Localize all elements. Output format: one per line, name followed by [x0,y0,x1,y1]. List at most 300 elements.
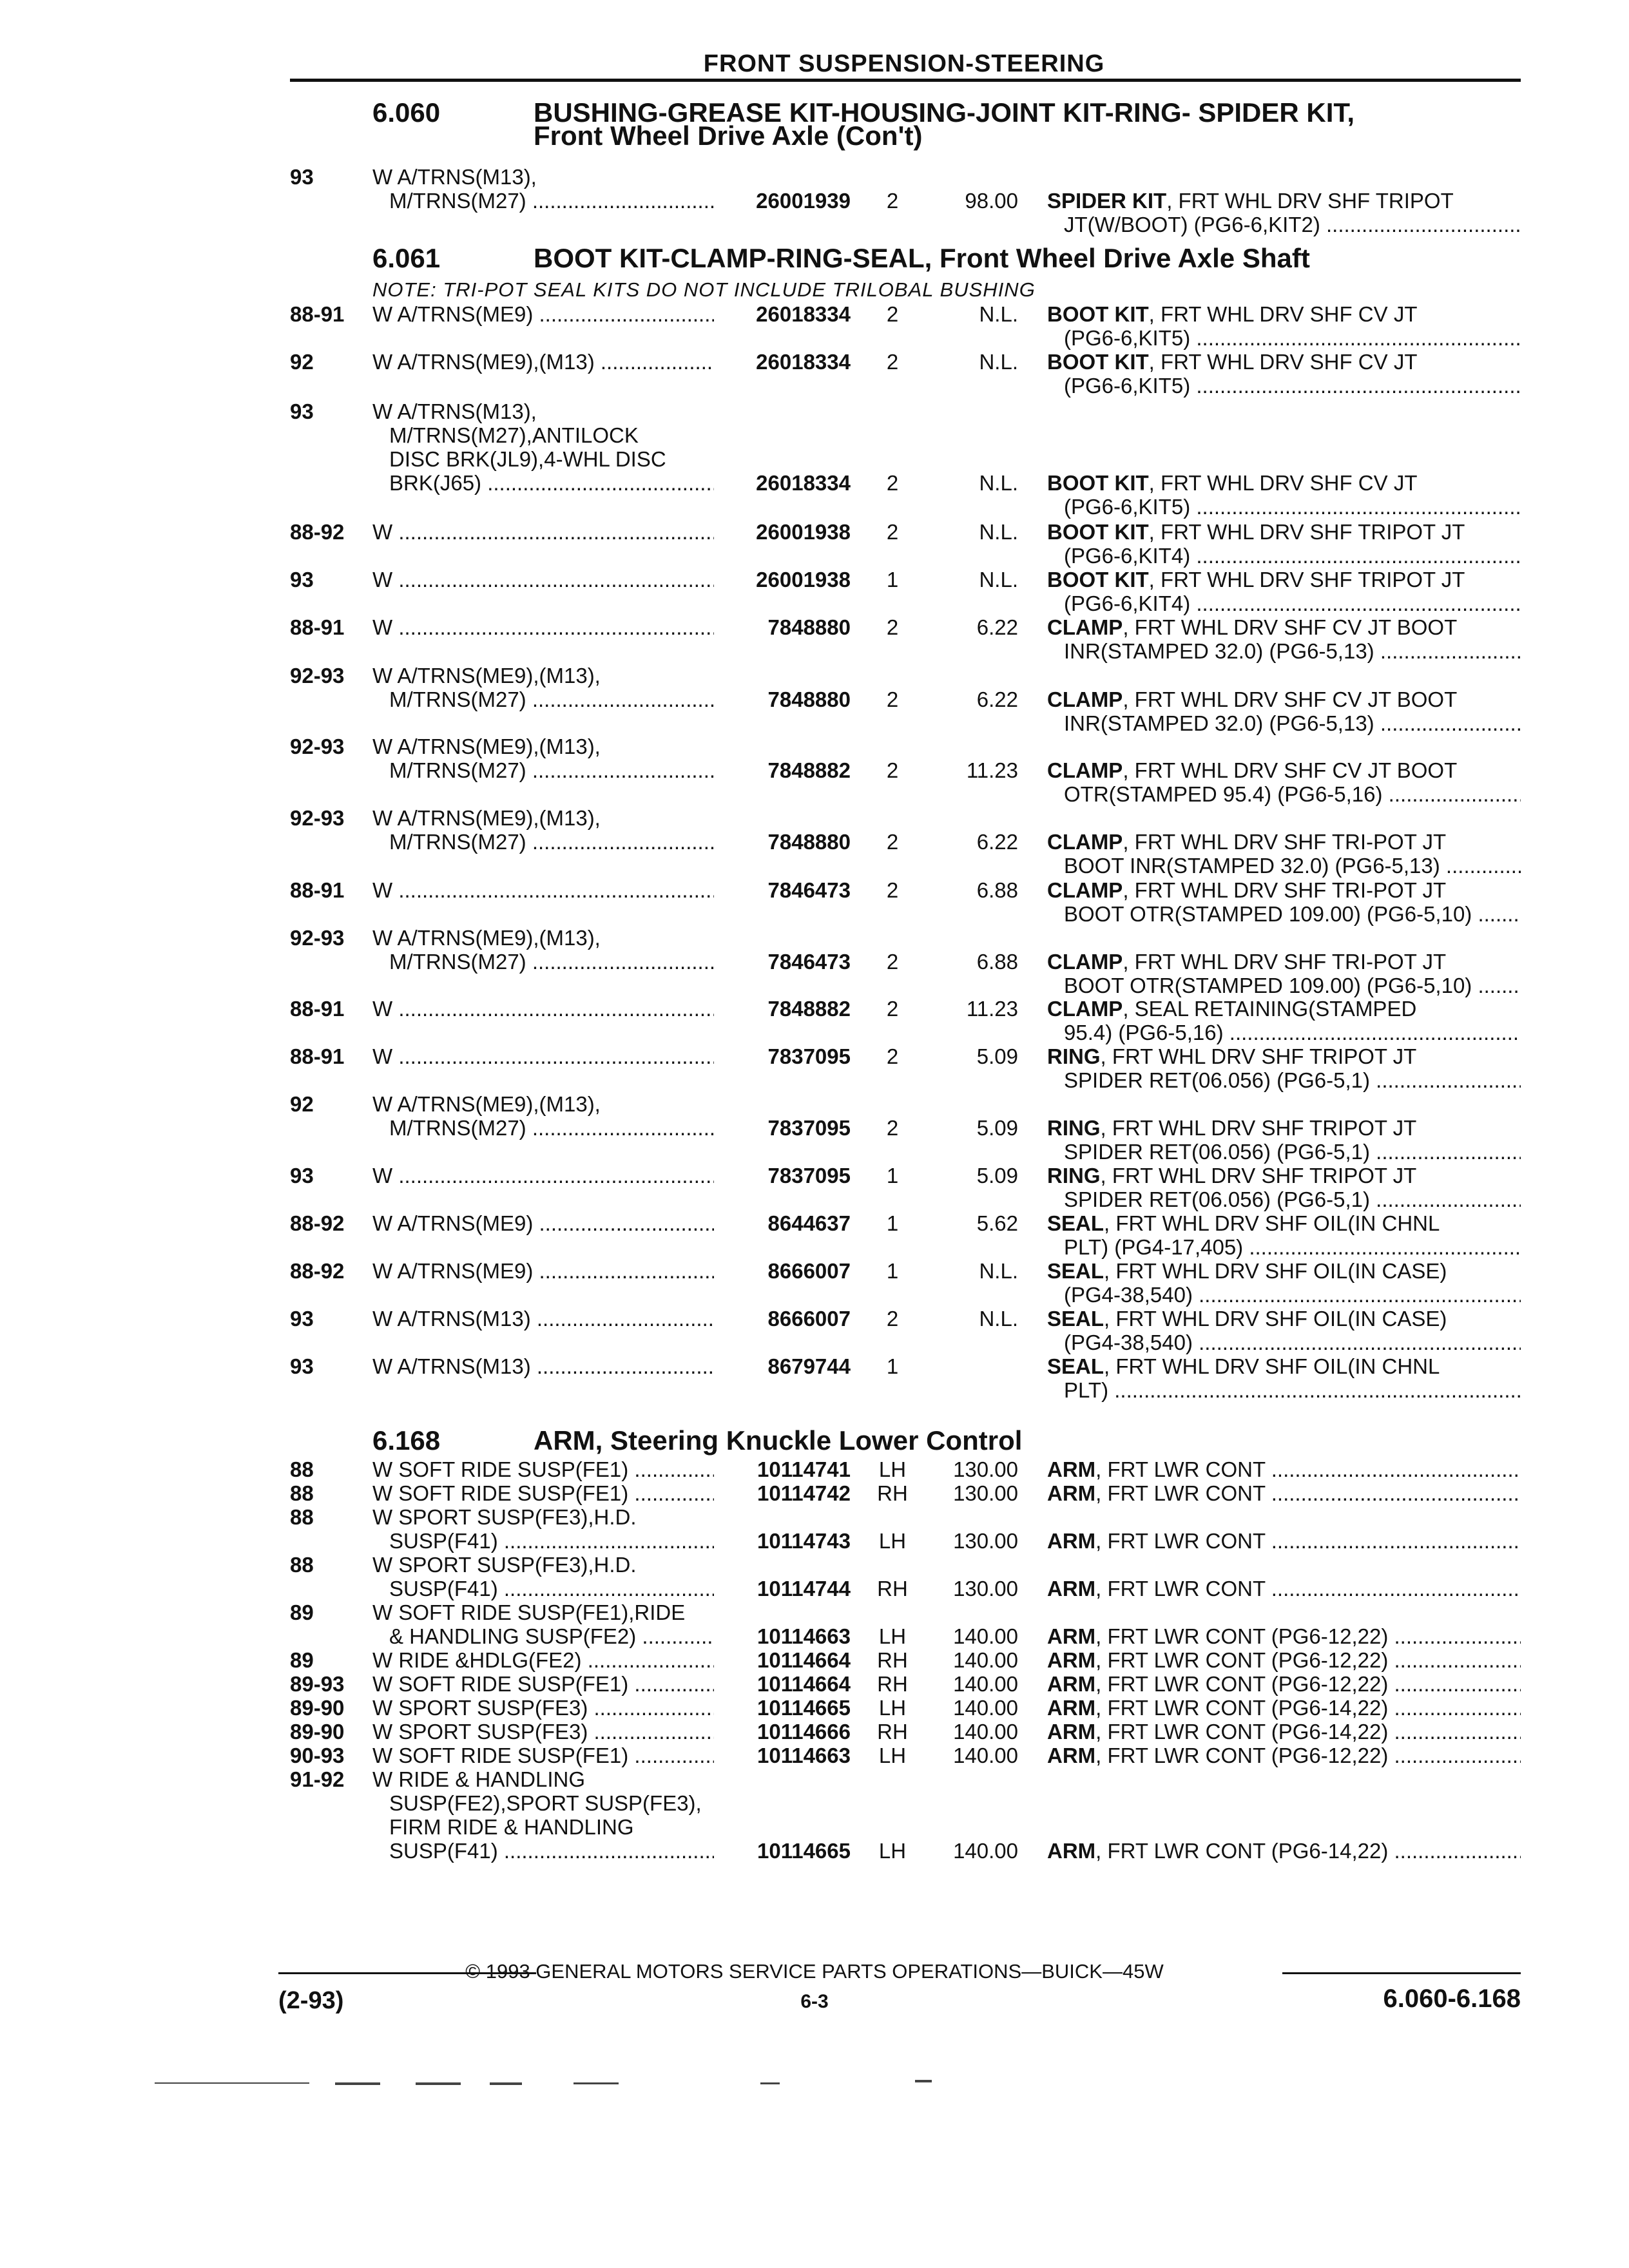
page-header: FRONT SUSPENSION-STEERING [703,50,1105,77]
part-name-rest: , FRT LWR CONT [1095,1457,1266,1481]
description-line: W ..... [372,878,714,902]
part-name-bold: ARM [1047,1720,1096,1744]
part-name-continued: BOOT OTR(STAMPED 109.00) (PG6-5,10) ..... [1047,974,1521,997]
part-name-bold: RING [1047,1164,1101,1187]
part-name-rest: , FRT WHL DRV SHF TRIPOT JT [1148,568,1465,591]
description-line: W A/TRNS(M13), [372,399,537,423]
quantity: 2 [886,1116,899,1140]
quantity: RH [877,1672,908,1696]
model-year: 89-90 [290,1720,345,1744]
application-description [372,1672,714,1696]
model-year: 89-90 [290,1696,345,1720]
part-name-bold: CLAMP [1047,758,1123,782]
part-number: 10114666 [757,1720,851,1744]
part-name-bold: CLAMP [1047,997,1123,1021]
part-name-continued: OTR(STAMPED 95.4) (PG6-5,16) ..... [1047,782,1521,806]
description-line: W SPORT SUSP(FE3),H.D. [372,1553,637,1577]
part-number: 26018334 [756,302,851,326]
application-description [372,1720,714,1744]
part-number: 26001938 [756,520,851,544]
quantity: 2 [886,950,899,974]
description-line: FIRM RIDE & HANDLING [389,1815,634,1839]
part-name-bold: CLAMP [1047,950,1123,974]
model-year: 88-91 [290,615,345,639]
application-description [372,1648,714,1672]
part-number: 7846473 [767,950,851,974]
application-description [372,1457,714,1481]
application-description [372,1481,714,1505]
part-name-bold: ARM [1047,1529,1096,1553]
section-subtitle: Front Wheel Drive Axle (Con't) [534,120,923,151]
price: 140.00 [953,1744,1018,1767]
section-number: 6.168 [372,1425,441,1456]
price: 5.09 [976,1044,1018,1068]
quantity: 2 [886,189,899,213]
application-description [372,165,714,213]
part-name-bold: ARM [1047,1744,1096,1767]
part-name-bold: CLAMP [1047,830,1123,854]
description-line: W SOFT RIDE SUSP(FE1) ..... [372,1457,714,1481]
part-name-rest: , FRT WHL DRV SHF TRIPOT JT [1100,1116,1417,1140]
part-name-bold: ARM [1047,1577,1096,1600]
part-name-bold: CLAMP [1047,878,1123,902]
part-number: 26018334 [756,471,851,495]
description-line: W A/TRNS(ME9),(M13), [372,1092,601,1116]
application-description [372,926,714,974]
price: 6.88 [976,878,1018,902]
description-line: W SOFT RIDE SUSP(FE1),RIDE [372,1600,686,1624]
description-line: W SOFT RIDE SUSP(FE1) ..... [372,1672,714,1696]
description-line: W SPORT SUSP(FE3) ..... [372,1720,714,1744]
part-name-bold: SPIDER KIT [1047,189,1167,213]
part-name-continued: (PG6-6,KIT4) ..... [1047,591,1521,615]
description-line: W A/TRNS(ME9),(M13), [372,735,601,758]
quantity: 2 [886,615,899,639]
section-title: BUSHING-GREASE KIT-HOUSING-JOINT KIT-RING- SPIDER KIT, [534,97,1355,128]
description-line: W ..... [372,1164,714,1187]
application-description [372,1164,714,1187]
model-year: 92-93 [290,926,345,950]
part-number: 10114664 [757,1648,851,1672]
part-name-rest: , FRT WHL DRV SHF TRI-POT JT [1123,878,1447,902]
part-name-rest: , FRT WHL DRV SHF CV JT [1148,302,1418,326]
price: N.L. [979,302,1018,326]
price: 140.00 [953,1839,1018,1863]
model-year: 92 [290,350,314,374]
quantity: LH [878,1744,907,1767]
model-year: 88 [290,1457,314,1481]
description-line: SUSP(F41) ..... [372,1577,714,1600]
quantity: 1 [886,1354,899,1378]
part-number: 10114742 [757,1481,851,1505]
quantity: 1 [886,568,899,591]
model-year: 93 [290,165,314,189]
quantity: LH [878,1696,907,1720]
part-number: 10114664 [757,1672,851,1696]
description-line: W SPORT SUSP(FE3) ..... [372,1696,714,1720]
part-number: 7837095 [767,1044,851,1068]
application-description [372,806,714,854]
description-line: W ..... [372,568,714,591]
part-name [1047,1744,1521,1767]
description-line: M/TRNS(M27) ..... [372,687,714,711]
description-line: M/TRNS(M27) ..... [372,830,714,854]
part-name [1047,1696,1521,1720]
application-description [372,1044,714,1068]
section-number: 6.061 [372,243,441,273]
part-name-rest: , SEAL RETAINING(STAMPED [1123,997,1417,1021]
quantity: 2 [886,520,899,544]
part-name-continued: SPIDER RET(06.056) (PG6-5,1) ..... [1047,1187,1521,1211]
quantity: 2 [886,830,899,854]
part-name-rest: , FRT LWR CONT [1095,1529,1266,1553]
application-description [372,520,714,544]
part-name-rest: , FRT LWR CONT (PG6-12,22) [1095,1672,1389,1696]
description-line: SUSP(F41) ..... [372,1529,714,1553]
application-description [372,1307,714,1331]
part-name [1047,1259,1521,1307]
application-description [372,1354,714,1378]
model-year: 88-92 [290,1259,345,1283]
part-name-continued: BOOT INR(STAMPED 32.0) (PG6-5,13) ..... [1047,854,1521,878]
price: 5.09 [976,1116,1018,1140]
description-line: W A/TRNS(ME9) ..... [372,1211,714,1235]
description-line: DISC BRK(JL9),4-WHL DISC [389,447,666,471]
part-name [1047,830,1521,878]
description-line: W SOFT RIDE SUSP(FE1) ..... [372,1481,714,1505]
part-name-rest: , FRT LWR CONT [1095,1577,1266,1600]
part-name [1047,1648,1521,1672]
section-number: 6.060 [372,97,441,128]
part-number: 26001938 [756,568,851,591]
part-name [1047,687,1521,735]
part-name-bold: RING [1047,1044,1101,1068]
quantity: RH [877,1648,908,1672]
price: 6.22 [976,615,1018,639]
quantity: 2 [886,758,899,782]
quantity: 2 [886,350,899,374]
application-description [372,1744,714,1767]
model-year: 88 [290,1505,314,1529]
model-year: 89 [290,1648,314,1672]
scan-artifact [155,2082,309,2084]
part-name-continued: (PG6-6,KIT5) ..... [1047,326,1521,350]
part-name [1047,1624,1521,1648]
part-name-continued: (PG4-38,540) ..... [1047,1283,1521,1307]
part-name-bold: ARM [1047,1481,1096,1505]
model-year: 90-93 [290,1744,345,1767]
part-name-bold: CLAMP [1047,615,1123,639]
price: 98.00 [965,189,1018,213]
part-name-rest: , FRT WHL DRV SHF CV JT BOOT [1123,687,1458,711]
part-name-bold: ARM [1047,1839,1096,1863]
description-line: W SOFT RIDE SUSP(FE1) ..... [372,1744,714,1767]
part-number: 7848880 [767,830,851,854]
description-line: W ..... [372,997,714,1021]
part-name-continued: INR(STAMPED 32.0) (PG6-5,13) ..... [1047,711,1521,735]
part-name-bold: CLAMP [1047,687,1123,711]
part-number: 10114741 [757,1457,851,1481]
part-name-rest: , FRT LWR CONT (PG6-14,22) [1095,1696,1389,1720]
part-number: 26001939 [756,189,851,213]
part-name [1047,615,1521,663]
part-name [1047,758,1521,806]
price: 5.62 [976,1211,1018,1235]
description-line: W ..... [372,520,714,544]
part-name-bold: RING [1047,1116,1101,1140]
part-name-continued: (PG4-38,540) ..... [1047,1331,1521,1354]
part-name-rest: , FRT LWR CONT (PG6-12,22) [1095,1624,1389,1648]
application-description [372,399,714,495]
part-name-bold: SEAL [1047,1354,1104,1378]
description-line: W A/TRNS(ME9),(M13), [372,806,601,830]
scan-artifact [760,2082,780,2084]
header-rule [290,79,1521,82]
price: 130.00 [953,1457,1018,1481]
application-description [372,568,714,591]
part-name-rest: , FRT WHL DRV SHF TRI-POT JT [1123,830,1447,854]
part-name [1047,1457,1521,1481]
part-name-bold: ARM [1047,1648,1096,1672]
description-line: W A/TRNS(ME9),(M13), [372,926,601,950]
part-name [1047,878,1521,926]
part-name [1047,302,1521,350]
part-name-rest: , FRT LWR CONT (PG6-14,22) [1095,1839,1389,1863]
quantity: 2 [886,1044,899,1068]
part-name-bold: ARM [1047,1457,1096,1481]
part-name-continued: 95.4) (PG6-5,16) ..... [1047,1021,1521,1044]
part-name [1047,1577,1521,1600]
description-line: M/TRNS(M27),ANTILOCK [389,423,639,447]
part-name [1047,1672,1521,1696]
description-line: W ..... [372,1044,714,1068]
part-name-bold: SEAL [1047,1307,1104,1331]
part-name [1047,1839,1521,1863]
part-name-rest: , FRT WHL DRV SHF CV JT BOOT [1123,758,1458,782]
model-year: 88-92 [290,520,345,544]
application-description [372,1553,714,1600]
part-name-rest: , FRT LWR CONT (PG6-12,22) [1095,1648,1389,1672]
part-name-rest: , FRT WHL DRV SHF TRIPOT JT [1100,1044,1417,1068]
model-year: 93 [290,568,314,591]
description-line: W RIDE &HDLG(FE2) ..... [372,1648,714,1672]
application-description [372,1211,714,1235]
price: N.L. [979,568,1018,591]
part-number: 7848882 [767,997,851,1021]
part-name-bold: BOOT KIT [1047,568,1149,591]
model-year: 88 [290,1553,314,1577]
part-name-rest: , FRT WHL DRV SHF OIL(IN CHNL [1104,1211,1440,1235]
price: 140.00 [953,1720,1018,1744]
part-number: 10114663 [757,1624,851,1648]
part-number: 10114744 [757,1577,851,1600]
description-line: W A/TRNS(ME9) ..... [372,1259,714,1283]
part-name-continued: (PG6-6,KIT5) ..... [1047,374,1521,398]
part-number: 7837095 [767,1164,851,1187]
part-name [1047,997,1521,1044]
model-year: 88-91 [290,997,345,1021]
application-description [372,1092,714,1140]
part-number: 10114665 [757,1696,851,1720]
price: N.L. [979,350,1018,374]
price: 6.22 [976,830,1018,854]
application-description [372,735,714,782]
footer-page-number: 6-3 [800,1991,829,2012]
part-name-rest: , FRT WHL DRV SHF CV JT [1148,350,1418,374]
part-number: 7848880 [767,687,851,711]
application-description [372,1505,714,1553]
part-name-continued: PLT) ..... [1047,1378,1521,1402]
quantity: 1 [886,1164,899,1187]
part-number: 8666007 [767,1307,851,1331]
application-description [372,1696,714,1720]
quantity: RH [877,1577,908,1600]
description-line: W ..... [372,615,714,639]
footer-date: (2-93) [278,1987,344,2014]
part-name-bold: BOOT KIT [1047,302,1149,326]
part-number: 8644637 [767,1211,851,1235]
part-name-bold: SEAL [1047,1259,1104,1283]
part-name-continued: PLT) (PG4-17,405) ..... [1047,1235,1521,1259]
part-name [1047,1211,1521,1259]
price: 140.00 [953,1696,1018,1720]
part-name [1047,1481,1521,1505]
quantity: RH [877,1720,908,1744]
model-year: 92 [290,1092,314,1116]
part-name [1047,1307,1521,1354]
part-name [1047,1354,1521,1402]
scan-artifact [915,2080,932,2082]
scan-artifact [490,2082,522,2085]
part-name [1047,568,1521,615]
description-line: W A/TRNS(ME9),(M13) ..... [372,350,714,374]
description-line: W A/TRNS(M13), [372,165,537,189]
part-name-rest: , FRT LWR CONT (PG6-14,22) [1095,1720,1389,1744]
price: 11.23 [966,997,1018,1021]
part-number: 7848880 [767,615,851,639]
description-line: W A/TRNS(ME9) ..... [372,302,714,326]
scan-artifact [416,2082,461,2085]
quantity: 2 [886,997,899,1021]
model-year: 88-91 [290,1044,345,1068]
part-name-bold: ARM [1047,1696,1096,1720]
price: 5.09 [976,1164,1018,1187]
model-year: 91-92 [290,1767,345,1791]
price: 130.00 [953,1529,1018,1553]
price: 140.00 [953,1624,1018,1648]
scan-artifact [574,2082,619,2084]
part-number: 10114743 [757,1529,851,1553]
part-name-bold: SEAL [1047,1211,1104,1235]
model-year: 92-93 [290,664,345,687]
model-year: 88-91 [290,302,345,326]
quantity: RH [877,1481,908,1505]
part-name-bold: ARM [1047,1672,1096,1696]
description-line: M/TRNS(M27) ..... [372,1116,714,1140]
application-description [372,615,714,639]
footer-section-range: 6.060-6.168 [1383,1984,1521,2013]
description-line: M/TRNS(M27) ..... [372,189,714,213]
part-name-rest: , FRT WHL DRV SHF OIL(IN CASE) [1104,1259,1447,1283]
price: 11.23 [966,758,1018,782]
part-name-rest: , FRT WHL DRV SHF TRIPOT [1166,189,1454,213]
quantity: LH [878,1624,907,1648]
part-name [1047,950,1521,997]
application-description [372,664,714,711]
price: 130.00 [953,1577,1018,1600]
price: 6.88 [976,950,1018,974]
part-name-rest: , FRT WHL DRV SHF CV JT BOOT [1123,615,1458,639]
part-name-continued: (PG6-6,KIT5) ..... [1047,495,1521,519]
part-name-rest: , FRT WHL DRV SHF TRIPOT JT [1100,1164,1417,1187]
description-line: M/TRNS(M27) ..... [372,950,714,974]
part-name-continued: JT(W/BOOT) (PG6-6,KIT2) ..... [1047,213,1521,236]
part-name-bold: BOOT KIT [1047,520,1149,544]
section-title: BOOT KIT-CLAMP-RING-SEAL, Front Wheel Drive Axle Shaft [534,243,1310,273]
part-number: 7846473 [767,878,851,902]
model-year: 89 [290,1600,314,1624]
part-number: 10114665 [757,1839,851,1863]
quantity: 1 [886,1211,899,1235]
part-name-rest: , FRT WHL DRV SHF CV JT [1148,471,1418,495]
application-description [372,350,714,374]
model-year: 88-92 [290,1211,345,1235]
price: 140.00 [953,1648,1018,1672]
part-name-rest: , FRT LWR CONT (PG6-12,22) [1095,1744,1389,1767]
price: N.L. [979,1307,1018,1331]
part-number: 26018334 [756,350,851,374]
part-name-rest: , FRT WHL DRV SHF TRIPOT JT [1148,520,1465,544]
quantity: 2 [886,471,899,495]
price: N.L. [979,1259,1018,1283]
application-description [372,878,714,902]
part-name [1047,1164,1521,1211]
application-description [372,997,714,1021]
quantity: 2 [886,1307,899,1331]
description-line: SUSP(F41) ..... [372,1839,714,1863]
application-description [372,302,714,326]
section-title: ARM, Steering Knuckle Lower Control [534,1425,1023,1456]
part-name-continued: BOOT OTR(STAMPED 109.00) (PG6-5,10) ..... [1047,902,1521,926]
quantity: 2 [886,302,899,326]
part-name [1047,471,1521,519]
part-name-continued: INR(STAMPED 32.0) (PG6-5,13) ..... [1047,639,1521,663]
model-year: 93 [290,1307,314,1331]
model-year: 92-93 [290,735,345,758]
application-description [372,1259,714,1283]
part-name [1047,1044,1521,1092]
model-year: 92-93 [290,806,345,830]
part-name [1047,1720,1521,1744]
description-line: W A/TRNS(ME9),(M13), [372,664,601,687]
section-note: NOTE: TRI-POT SEAL KITS DO NOT INCLUDE TRILOBAL BUSHING [372,278,1036,301]
price: 130.00 [953,1481,1018,1505]
description-line: SUSP(FE2),SPORT SUSP(FE3), [389,1791,702,1815]
part-name [1047,1116,1521,1164]
quantity: LH [878,1457,907,1481]
part-name-bold: BOOT KIT [1047,471,1149,495]
price: N.L. [979,471,1018,495]
quantity: 1 [886,1259,899,1283]
description-line: W A/TRNS(M13) ..... [372,1354,714,1378]
part-name [1047,1529,1521,1553]
part-name-continued: (PG6-6,KIT4) ..... [1047,544,1521,568]
model-year: 93 [290,1354,314,1378]
part-name-continued: SPIDER RET(06.056) (PG6-5,1) ..... [1047,1068,1521,1092]
quantity: LH [878,1839,907,1863]
part-number: 7837095 [767,1116,851,1140]
part-name-rest: , FRT WHL DRV SHF TRI-POT JT [1123,950,1447,974]
